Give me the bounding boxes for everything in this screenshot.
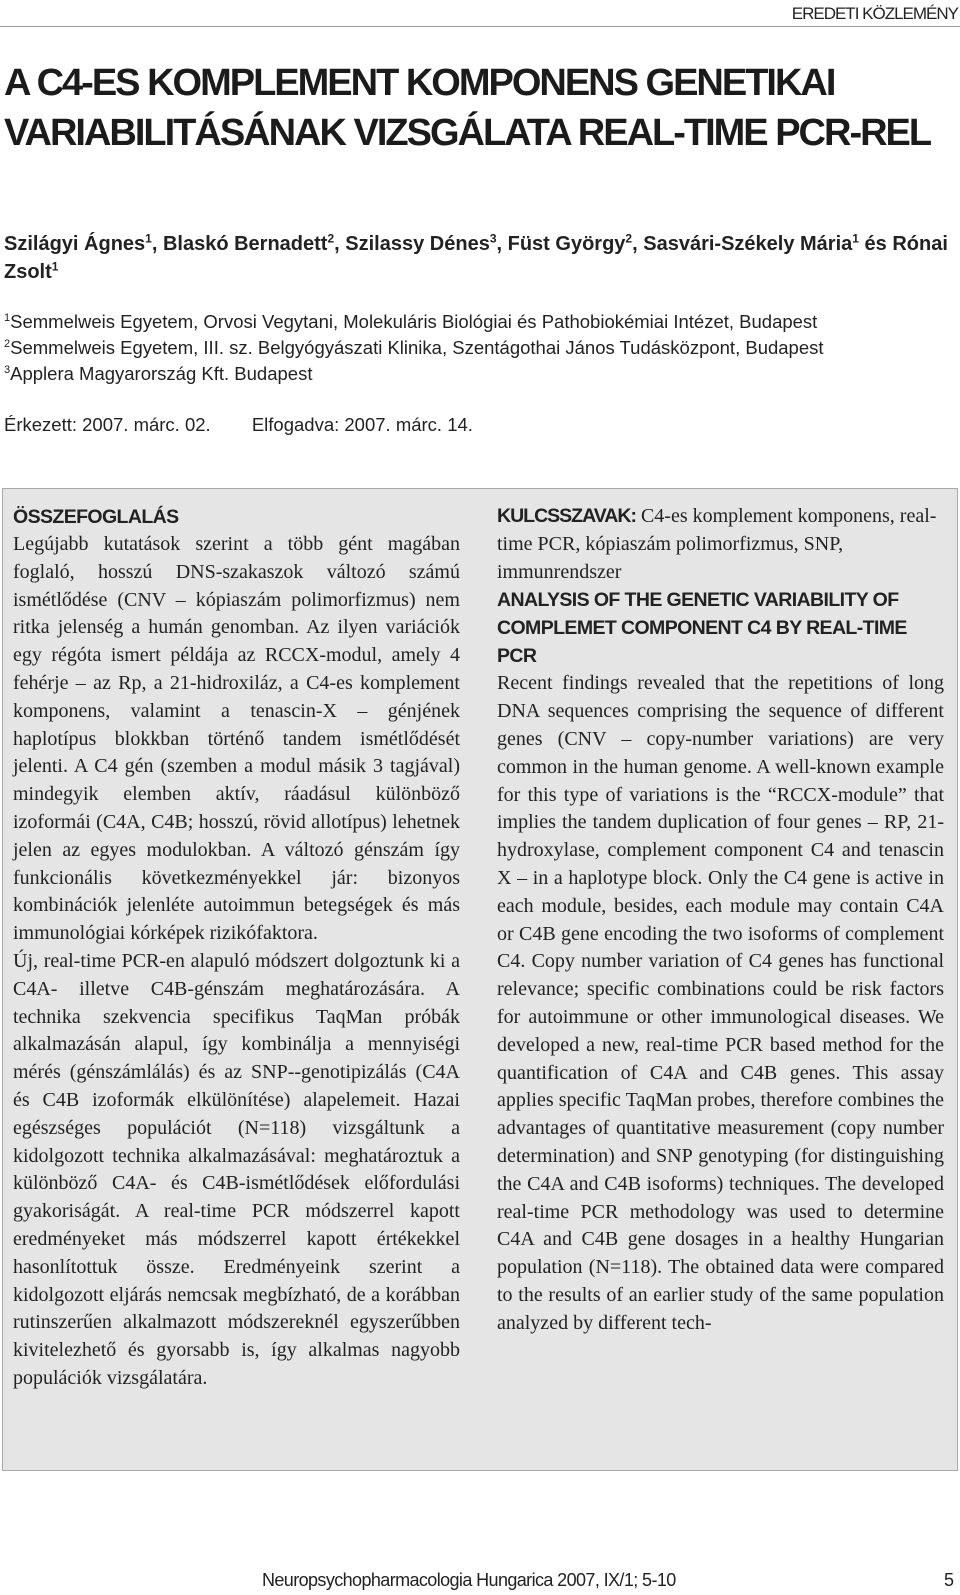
header-rule	[0, 26, 960, 27]
affiliation-text: Applera Magyarország Kft. Budapest	[10, 363, 313, 384]
author-affiliation-mark: 1	[145, 231, 152, 246]
keywords-text: C4-es komplement komponens, real-time PCR, kópiaszám polimorfizmus, SNP, immunrendszer	[497, 505, 937, 583]
author-affiliation-mark: 3	[489, 231, 497, 246]
abstract-hu-heading: ÖSSZEFOGLALÁS	[13, 506, 179, 528]
abstract-hu-column	[13, 503, 460, 1393]
affiliation-item	[4, 309, 954, 335]
accepted-date: Elfogadva: 2007. márc. 14.	[251, 414, 473, 435]
affiliation-text: Semmelweis Egyetem, Orvosi Vegytani, Molekuláris Biológiai és Pathobiokémiai Intézet, Budapest	[10, 311, 818, 332]
author-affiliation-mark: 1	[852, 231, 859, 246]
author-name: Füst György	[507, 233, 626, 255]
keywords	[497, 503, 944, 586]
received-date: Érkezett: 2007. márc. 02.	[4, 414, 211, 435]
article-title: A C4-ES KOMPLEMENT KOMPONENS GENETIKAI VARIABILITÁSÁNAK VIZSGÁLATA REAL-TIME PCR-REL	[4, 62, 931, 154]
author-affiliation-mark: 2	[327, 231, 335, 246]
affiliation-item	[4, 335, 954, 361]
author-list: Szilágyi Ágnes$^1$, Blaskó Bernadett$^2$, Szilassy Dénes$^3$, Füst György$^2$, Sasvári-Székely Mária$^1$ és Rónai Zsolt$^1$	[4, 231, 948, 283]
author-name: Sasvári-Székely Mária	[643, 233, 853, 255]
affiliation-number: 1	[4, 311, 11, 324]
author-affiliation-mark: 2	[625, 231, 633, 246]
author-name: Szilassy Dénes	[345, 233, 490, 255]
affiliation-list	[4, 309, 954, 387]
abstract-en-paragraph: Recent findings revealed that the repetitions of long DNA sequences comprising the sequence of different genes (CNV – copy-number variations) are very common in the human genome. A well-known example for this type of variations is the “RCCX-module” that implies the tandem duplication of four genes – RP, 21-hydroxylase, complement component C4 and tenascin X – in a haplotype block. Only the C4 gene is active in each module, besides, each module may contain C4A or C4B gene encoding the two isoforms of complement C4. Copy number variation of C4 genes has functional relevance; specific combinations could be risk factors for autoimmune or other immunological diseases. We developed a new, real-time PCR based method for the quantification of C4A and C4B genes. This assay applies specific TaqMan probes, therefore combines the advantages of quantitative measurement (copy number determination) and SNP genotyping (for distinguishing the C4A and C4B isoforms) techniques. The developed real-time PCR methodology was used to determine C4A and C4B gene dosages in a healthy Hungarian population (N=118). The obtained data were compared to the results of an earlier study of the same population analyzed by different tech-	[497, 672, 944, 1334]
affiliation-number: 3	[4, 363, 11, 376]
affiliation-text: Semmelweis Egyetem, III. sz. Belgyógyászati Klinika, Szentágothai János Tudásközpont, Budapest	[10, 337, 824, 358]
article-dates	[4, 412, 473, 438]
affiliation-item	[4, 361, 954, 387]
author-name: Rónai Zsolt	[4, 233, 948, 283]
section-label: EREDETI KÖZLEMÉNY	[791, 4, 958, 23]
abstract-en-column	[497, 503, 944, 1338]
affiliation-number: 2	[4, 337, 11, 350]
journal-citation: Neuropsychopharmacologia Hungarica 2007, IX/1; 5-10	[262, 1570, 676, 1590]
author-affiliation-mark: 1	[51, 259, 59, 274]
abstract-hu-paragraph: Legújabb kutatások szerint a több gént magában foglaló, hosszú DNS-szakaszok változó számú ismétlődése (CNV – kópiaszám polimorfizmus) nem ritka jelenség a humán genomban. Az ilyen variációk egy régóta ismert példája az RCCX-modul, amely 4 fehérje – az Rp, a 21-hidroxiláz, a C4-es komplement komponens, valamint a tenascin-X – génjének haplotípus blokkban történő tandem ismétlődését jelenti. A C4 gén (szemben a modul másik 3 tagjával) mindegyik elemben aktív, ráadásul különböző izoformái (C4A, C4B; hosszú, rövid allotípus) lehetnek jelen az egyes modulokban. A változó génszám így funkcionális következményekkel jár: bizonyos kombinációk jelenléte autoimmun betegségek és más immunológiai kórképek rizikófaktora.	[13, 533, 460, 945]
author-name: Blaskó Bernadett	[162, 233, 328, 255]
abstract-en-title: ANALYSIS OF THE GENETIC VARIABILITY OF COMPLEMET COMPONENT C4 BY REAL-TIME PCR	[497, 589, 907, 668]
keywords-label: KULCSSZAVAK:	[497, 505, 636, 527]
abstract-hu-paragraph: Új, real-time PCR-en alapuló módszert dolgoztunk ki a C4A- illetve C4B-génszám meghatározására. A technika szekvencia specifikus TaqMan próbák alkalmazásán alapul, így kombinálja a mennyiségi mérés (génszámlálás) és az SNP--genotipizálás (C4A és C4B izoformák elkülönítése) alapelemeit. Hazai egészséges populációt (N=118) vizsgáltunk a kidolgozott technika alkalmazásával: meghatároztuk a különböző C4A- és C4B-ismétlődések előfordulási gyakoriságát. A real-time PCR módszerrel kapott eredményeket más módszerrel kapott értékekkel hasonlítottuk össze. Eredményeink szerint a kidolgozott eljárás nemcsak megbízható, de a korábban rutinszerűen alkalmazott módszereknél egyszerűbben kivitelezhető és gyorsabb is, így alkalmas nagyobb populációk vizsgálatára.	[13, 949, 460, 1389]
page-number: 5	[943, 1570, 954, 1590]
author-name: Szilágyi Ágnes	[4, 233, 146, 255]
